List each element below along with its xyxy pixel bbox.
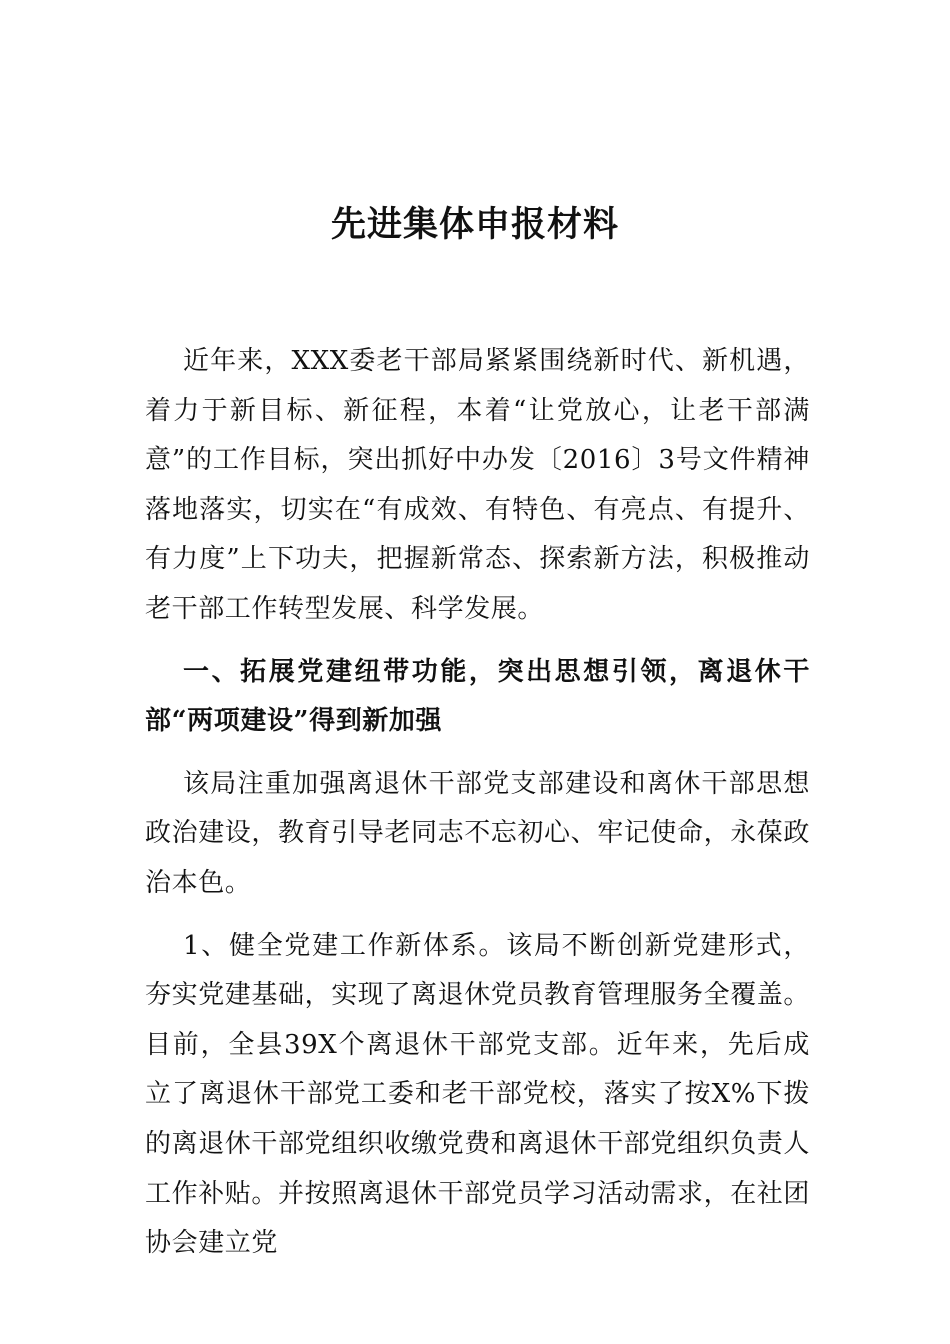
intro-paragraph: 近年来，XXX委老干部局紧紧围绕新时代、新机遇，着力于新目标、新征程，本着“让党放心，让老干部满意”的工作目标，突出抓好中办发〔2016〕3号文件精神落地落实，切实在“有成效、有特色、有亮点、有提升、有力度”上下功夫，把握新常态、探索新方法，积极推动老干部工作转型发展、科学发展。 xyxy=(145,346,810,624)
section-heading-1: 一、拓展党建纽带功能，突出思想引领，离退休干部“两项建设”得到新加强 xyxy=(145,656,810,737)
section-1-paragraph: 该局注重加强离退休干部党支部建设和离休干部思想政治建设，教育引导老同志不忘初心、牢记使命，永葆政治本色。 xyxy=(145,768,811,898)
document-body xyxy=(145,337,810,1269)
document-title: 先进集体申报材料 xyxy=(330,204,619,245)
section-1-item-1-paragraph: 1、健全党建工作新体系。该局不断创新党建形式，夯实党建基础，实现了离退休党员教育管理服务全覆盖。目前，全县39X个离退休干部党支部。近年来，先后成立了离退休干部党工委和老干部党校，落实了按X%下拨的离退休干部党组织收缴党费和离退休干部党组织负责人工作补贴。并按照离退休干部党员学习活动需求，在社团协会建立党 xyxy=(145,930,811,1259)
